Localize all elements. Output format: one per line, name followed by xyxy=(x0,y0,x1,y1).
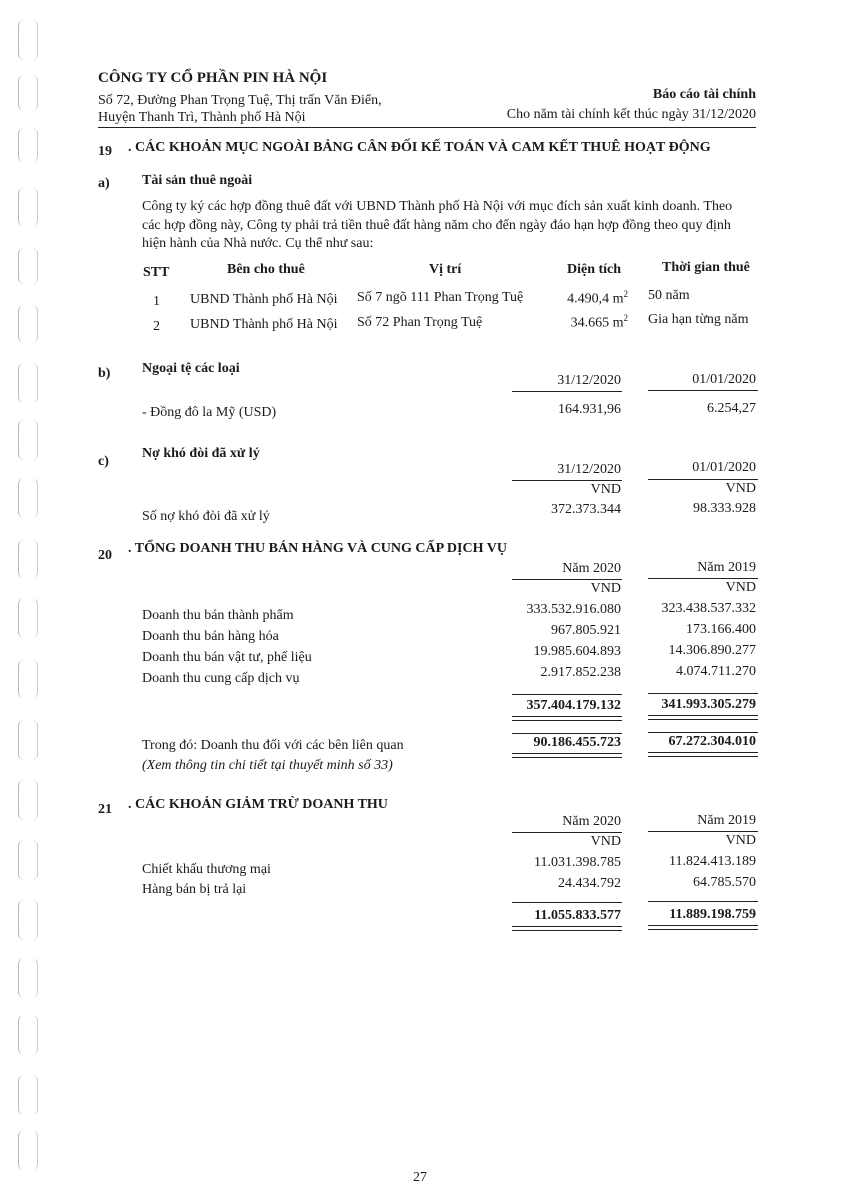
lease-row-area: 4.490,4 $m^2$ xyxy=(567,289,628,307)
row-value-2020: 24.434.792 xyxy=(558,876,621,891)
section-20-related-rule-2 xyxy=(648,732,758,733)
lease-row-lessor: UBND Thành phố Hà Nội xyxy=(190,292,338,307)
row-value-2020: 2.917.852.238 xyxy=(540,665,621,680)
company-address-line2: Huyện Thanh Trì, Thành phố Hà Nội xyxy=(98,110,306,125)
row-label: Hàng bán bị trả lại xyxy=(142,882,247,897)
row-value-2019: 323.438.537.332 xyxy=(661,601,756,616)
section-19-number: 19 xyxy=(98,144,112,159)
section-20-related-double-rule-2 xyxy=(648,752,758,757)
section-19b-col2-rule xyxy=(648,390,758,391)
section-21-total-2020: 11.055.833.577 xyxy=(534,908,621,923)
lease-row-location: Số 7 ngõ 111 Phan Trọng Tuệ xyxy=(357,290,524,305)
section-19c-unit1: VND xyxy=(590,482,621,497)
report-title: Báo cáo tài chính xyxy=(652,87,756,102)
section-19a-paragraph-line1: Công ty ký các hợp đồng thuê đất với UBND Thành phố Hà Nội với mục đích sản xuất kinh doanh. Theo xyxy=(142,199,733,214)
row-label: Doanh thu bán thành phẩm xyxy=(142,608,294,623)
row-value-2020: 11.031.398.785 xyxy=(534,855,621,870)
section-19c-col2-header: 01/01/2020 xyxy=(692,460,756,475)
section-19b-col1-rule xyxy=(512,391,622,392)
section-20-total-double-rule-2 xyxy=(648,715,758,720)
section-19c-col2-rule xyxy=(648,479,758,480)
section-19c-row-label: Số nợ khó đòi đã xử lý xyxy=(142,509,270,524)
section-19c-col1-rule xyxy=(512,480,622,481)
section-20-subtotal-rule-1 xyxy=(512,694,622,695)
company-name: CÔNG TY CỔ PHẦN PIN HÀ NỘI xyxy=(98,70,328,86)
section-19c-label: c) xyxy=(98,454,109,469)
section-21-subtotal-rule-2 xyxy=(648,901,758,902)
section-19b-val2: 6.254,27 xyxy=(707,401,756,416)
section-19c-col1-header: 31/12/2020 xyxy=(557,462,621,477)
section-21-col1-rule xyxy=(512,832,622,833)
header-rule xyxy=(98,127,756,128)
lease-header-lessor: Bên cho thuê xyxy=(227,262,305,277)
section-21-col2-header: Năm 2019 xyxy=(697,813,756,828)
section-19a-paragraph-line2: các hợp đồng này, Công ty phải trả tiền thuê đất hàng năm cho đến ngày đáo hạn hợp đồng theo quy định xyxy=(142,218,731,233)
section-19a-label: a) xyxy=(98,176,110,191)
section-21-unit1: VND xyxy=(590,834,621,849)
section-20-related-label: Trong đó: Doanh thu đối với các bên liên quan xyxy=(142,738,404,753)
row-label: Chiết khấu thương mại xyxy=(142,862,271,877)
row-value-2019: 64.785.570 xyxy=(693,875,756,890)
section-19c-val2: 98.333.928 xyxy=(693,501,756,516)
lease-header-location: Vị trí xyxy=(429,262,462,277)
section-19b-col2-header: 01/01/2020 xyxy=(692,372,756,387)
lease-row-term: 50 năm xyxy=(648,288,690,303)
row-label: Doanh thu bán vật tư, phế liệu xyxy=(142,650,312,665)
lease-header-stt: STT xyxy=(143,265,170,280)
section-20-related-2019: 67.272.304.010 xyxy=(668,734,756,749)
section-20-related-double-rule-1 xyxy=(512,753,622,758)
section-19c-val1: 372.373.344 xyxy=(551,502,621,517)
section-19a-title: Tài sản thuê ngoài xyxy=(142,173,253,188)
section-21-col2-rule xyxy=(648,831,758,832)
section-20-related-2020: 90.186.455.723 xyxy=(533,735,621,750)
section-20-unit1: VND xyxy=(590,581,621,596)
lease-header-term: Thời gian thuê xyxy=(662,260,750,275)
lease-row-area: 34.665 $m^2$ xyxy=(570,313,628,331)
page-number: 27 xyxy=(413,1170,427,1185)
row-value-2019: 173.166.400 xyxy=(686,622,756,637)
lease-header-area: Diện tích xyxy=(567,262,622,277)
section-19c-title: Nợ khó đòi đã xử lý xyxy=(142,446,260,461)
section-20-col1-header: Năm 2020 xyxy=(562,561,621,576)
section-19-title: . CÁC KHOẢN MỤC NGOÀI BẢNG CÂN ĐỐI KẾ TOÁN VÀ CAM KẾT THUÊ HOẠT ĐỘNG xyxy=(128,140,711,155)
lease-row-stt: 2 xyxy=(153,319,160,334)
section-20-col1-rule xyxy=(512,579,622,580)
section-19b-val1: 164.931,96 xyxy=(558,402,621,417)
section-20-note: (Xem thông tin chi tiết tại thuyết minh số 33) xyxy=(142,758,393,773)
row-value-2019: 14.306.890.277 xyxy=(668,643,756,658)
section-20-total-2019: 341.993.305.279 xyxy=(661,697,756,712)
section-21-unit2: VND xyxy=(725,833,756,848)
section-19b-title: Ngoại tệ các loại xyxy=(142,361,240,376)
company-address-line1: Số 72, Đường Phan Trọng Tuệ, Thị trấn Văn Điển, xyxy=(98,93,382,108)
section-19b-row-label: - Đồng đô la Mỹ (USD) xyxy=(142,405,277,420)
section-21-col1-header: Năm 2020 xyxy=(562,814,621,829)
row-value-2019: 4.074.711.270 xyxy=(676,664,756,679)
lease-row-location: Số 72 Phan Trọng Tuệ xyxy=(357,315,483,330)
section-20-subtotal-rule-2 xyxy=(648,693,758,694)
section-20-title: . TỔNG DOANH THU BÁN HÀNG VÀ CUNG CẤP DỊCH VỤ xyxy=(128,541,507,556)
report-period: Cho năm tài chính kết thúc ngày 31/12/2020 xyxy=(506,107,756,122)
section-21-number: 21 xyxy=(98,802,112,817)
section-20-col2-header: Năm 2019 xyxy=(697,560,756,575)
row-label: Doanh thu bán hàng hóa xyxy=(142,629,279,644)
section-19a-paragraph-line3: hiện hành của Nhà nước. Cụ thể như sau: xyxy=(142,236,374,251)
lease-row-term: Gia hạn từng năm xyxy=(648,312,749,327)
section-21-total-double-rule-2 xyxy=(648,925,758,930)
section-20-number: 20 xyxy=(98,548,112,563)
section-21-title: . CÁC KHOẢN GIẢM TRỪ DOANH THU xyxy=(128,797,388,812)
section-20-total-2020: 357.404.179.132 xyxy=(526,698,621,713)
section-19c-unit2: VND xyxy=(725,481,756,496)
lease-row-lessor: UBND Thành phố Hà Nội xyxy=(190,317,338,332)
section-21-total-double-rule-1 xyxy=(512,926,622,931)
row-value-2020: 967.805.921 xyxy=(551,623,621,638)
row-value-2019: 11.824.413.189 xyxy=(669,854,756,869)
section-19b-label: b) xyxy=(98,366,111,381)
section-20-total-double-rule-1 xyxy=(512,716,622,721)
section-21-subtotal-rule-1 xyxy=(512,902,622,903)
section-20-related-rule-1 xyxy=(512,733,622,734)
section-20-col2-rule xyxy=(648,578,758,579)
section-19b-col1-header: 31/12/2020 xyxy=(557,373,621,388)
row-label: Doanh thu cung cấp dịch vụ xyxy=(142,671,300,686)
lease-row-stt: 1 xyxy=(153,294,160,309)
row-value-2020: 333.532.916.080 xyxy=(526,602,621,617)
section-20-unit2: VND xyxy=(725,580,756,595)
row-value-2020: 19.985.604.893 xyxy=(533,644,621,659)
section-21-total-2019: 11.889.198.759 xyxy=(669,907,756,922)
